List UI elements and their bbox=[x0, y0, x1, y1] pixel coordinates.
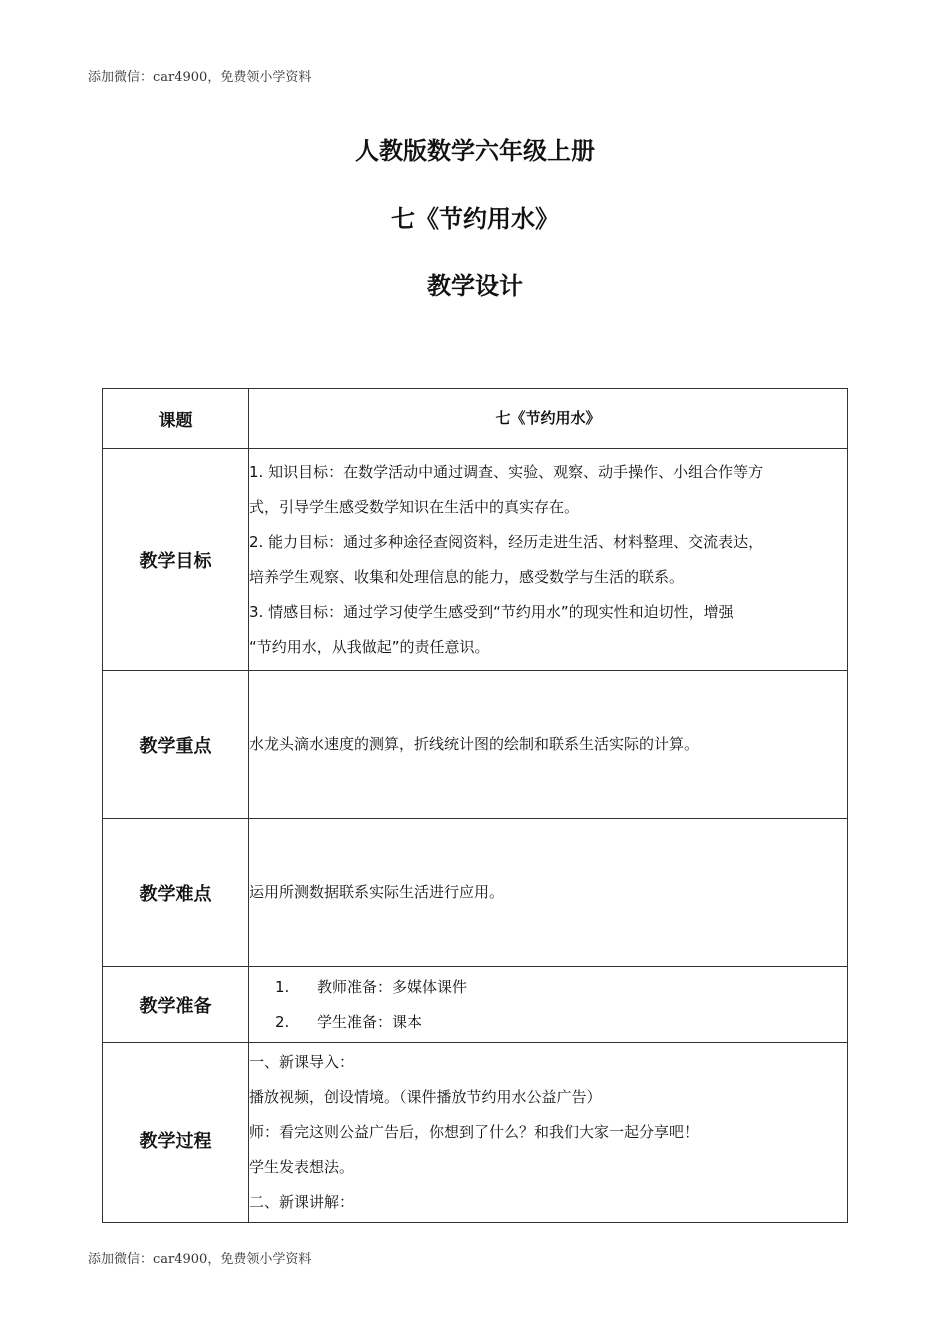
objectives-content bbox=[249, 449, 848, 671]
document-subtitle: 教学设计 bbox=[427, 272, 523, 300]
process-line: 一、新课导入： bbox=[249, 1053, 355, 1071]
list-item bbox=[249, 1005, 847, 1040]
process-label: 教学过程 bbox=[139, 1130, 212, 1152]
footer-note: 添加微信：car4900，免费领小学资料 bbox=[88, 1252, 312, 1267]
process-line: 师：看完这则公益广告后，你想到了什么？和我们大家一起分享吧！ bbox=[249, 1123, 700, 1141]
key-points-label: 教学重点 bbox=[103, 671, 249, 819]
difficulties-value: 运用所测数据联系实际生活进行应用。 bbox=[249, 819, 848, 967]
process-content bbox=[249, 1043, 848, 1223]
difficulties-label: 教学难点 bbox=[103, 819, 249, 967]
list-item bbox=[249, 970, 847, 1005]
process-line: 学生发表想法。 bbox=[249, 1158, 355, 1176]
table-row-topic bbox=[103, 389, 848, 449]
list-item-text: 教师准备：多媒体课件 bbox=[317, 977, 468, 996]
table-row-process bbox=[103, 1043, 848, 1223]
objectives-line: “节约用水，从我做起”的责任意识。 bbox=[249, 637, 490, 656]
objectives-line: 式，引导学生感受数学知识在生活中的真实存在。 bbox=[249, 497, 580, 516]
list-item-number: 2. bbox=[275, 1012, 290, 1031]
preparation-label: 教学准备 bbox=[103, 967, 249, 1043]
objectives-line: 3. 情感目标：通过学习使学生感受到“节约用水”的现实性和迫切性，增强 bbox=[249, 602, 734, 621]
process-line: 二、新课讲解： bbox=[249, 1193, 355, 1211]
table-row-objectives bbox=[103, 449, 848, 671]
objectives-line: 1. 知识目标：在数学活动中通过调查、实验、观察、动手操作、小组合作等方 bbox=[249, 462, 764, 481]
topic-value: 七《节约用水》 bbox=[249, 389, 848, 449]
objectives-label: 教学目标 bbox=[103, 449, 249, 671]
table-row-difficulties bbox=[103, 819, 848, 967]
lesson-plan-table bbox=[102, 388, 848, 1223]
process-label-cell bbox=[103, 1043, 249, 1223]
table-row-key-points bbox=[103, 671, 848, 819]
objectives-line: 培养学生观察、收集和处理信息的能力，感受数学与生活的联系。 bbox=[249, 567, 685, 586]
objectives-line: 2. 能力目标：通过多种途径查阅资料，经历走进生活、材料整理、交流表达， bbox=[249, 532, 764, 551]
document-title: 人教版数学六年级上册 bbox=[355, 137, 595, 165]
preparation-content bbox=[249, 967, 848, 1043]
list-item-text: 学生准备：课本 bbox=[317, 1012, 423, 1031]
table-row-preparation bbox=[103, 967, 848, 1043]
key-points-value: 水龙头滴水速度的测算，折线统计图的绘制和联系生活实际的计算。 bbox=[249, 671, 848, 819]
topic-label: 课题 bbox=[103, 389, 249, 449]
process-line: 播放视频，创设情境。（课件播放节约用水公益广告） bbox=[249, 1088, 602, 1106]
lesson-title: 七《节约用水》 bbox=[391, 205, 559, 233]
header-note: 添加微信：car4900，免费领小学资料 bbox=[88, 70, 312, 85]
list-item-number: 1. bbox=[275, 977, 290, 996]
